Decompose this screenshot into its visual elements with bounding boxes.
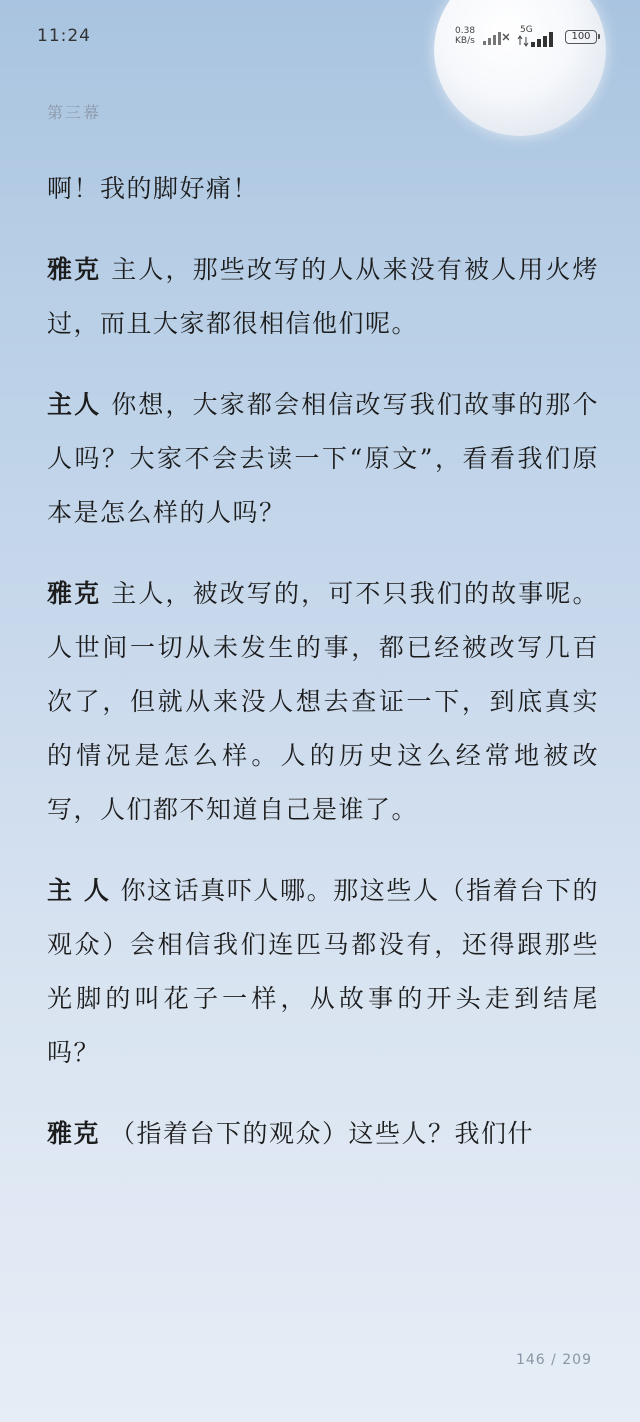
paragraph xyxy=(47,864,599,1080)
paragraph-text: 你想，大家都会相信改写我们故事的那个人吗？大家不会去读一下“原文”，看看我们原本是怎么样的人吗？ xyxy=(47,390,599,527)
paragraph-text: 主人，那些改写的人从来没有被人用火烤过，而且大家都很相信他们呢。 xyxy=(47,255,599,338)
paragraph-text: 啊！我的脚好痛！ xyxy=(47,174,260,203)
reader-content[interactable] xyxy=(47,162,599,1188)
paragraph xyxy=(47,162,599,216)
paragraph xyxy=(47,1107,599,1161)
paragraph-text: 你这话真吓人哪。那这些人（指着台下的观众）会相信我们连匹马都没有，还得跟那些光脚的叫花子一样，从故事的开头走到结尾吗？ xyxy=(47,876,599,1067)
network-speed-unit: KB/s xyxy=(455,36,475,46)
paragraph xyxy=(47,567,599,837)
network-speed-value: 0.38 xyxy=(455,26,476,36)
paragraph xyxy=(47,378,599,540)
wifi-off-icon xyxy=(483,31,509,45)
speaker-name: 雅克 xyxy=(47,255,102,284)
paragraph xyxy=(47,243,599,351)
speaker-name: 雅克 xyxy=(47,1119,101,1148)
paragraph-text: 主人，被改写的，可不只我们的故事呢。人世间一切从未发生的事，都已经被改写几百次了，但就从来没人想去查证一下，到底真实的情况是怎么样。人的历史这么经常地被改写，人们都不知道自己是谁了。 xyxy=(47,579,599,824)
status-time: 11:24 xyxy=(37,26,91,46)
network-type: 5G xyxy=(520,25,533,35)
chapter-title: 第三幕 xyxy=(47,103,102,122)
network-speed xyxy=(455,26,475,46)
speaker-name: 主 人 xyxy=(47,876,111,905)
page-indicator: 146 / 209 xyxy=(515,1352,592,1368)
status-bar xyxy=(0,0,640,60)
speaker-name: 雅克 xyxy=(47,579,102,608)
paragraph-text: （指着台下的观众）这些人？我们什 xyxy=(110,1119,535,1148)
speaker-name: 主人 xyxy=(47,390,102,419)
signal-icon xyxy=(517,31,557,47)
battery-icon: 100 xyxy=(565,30,597,44)
